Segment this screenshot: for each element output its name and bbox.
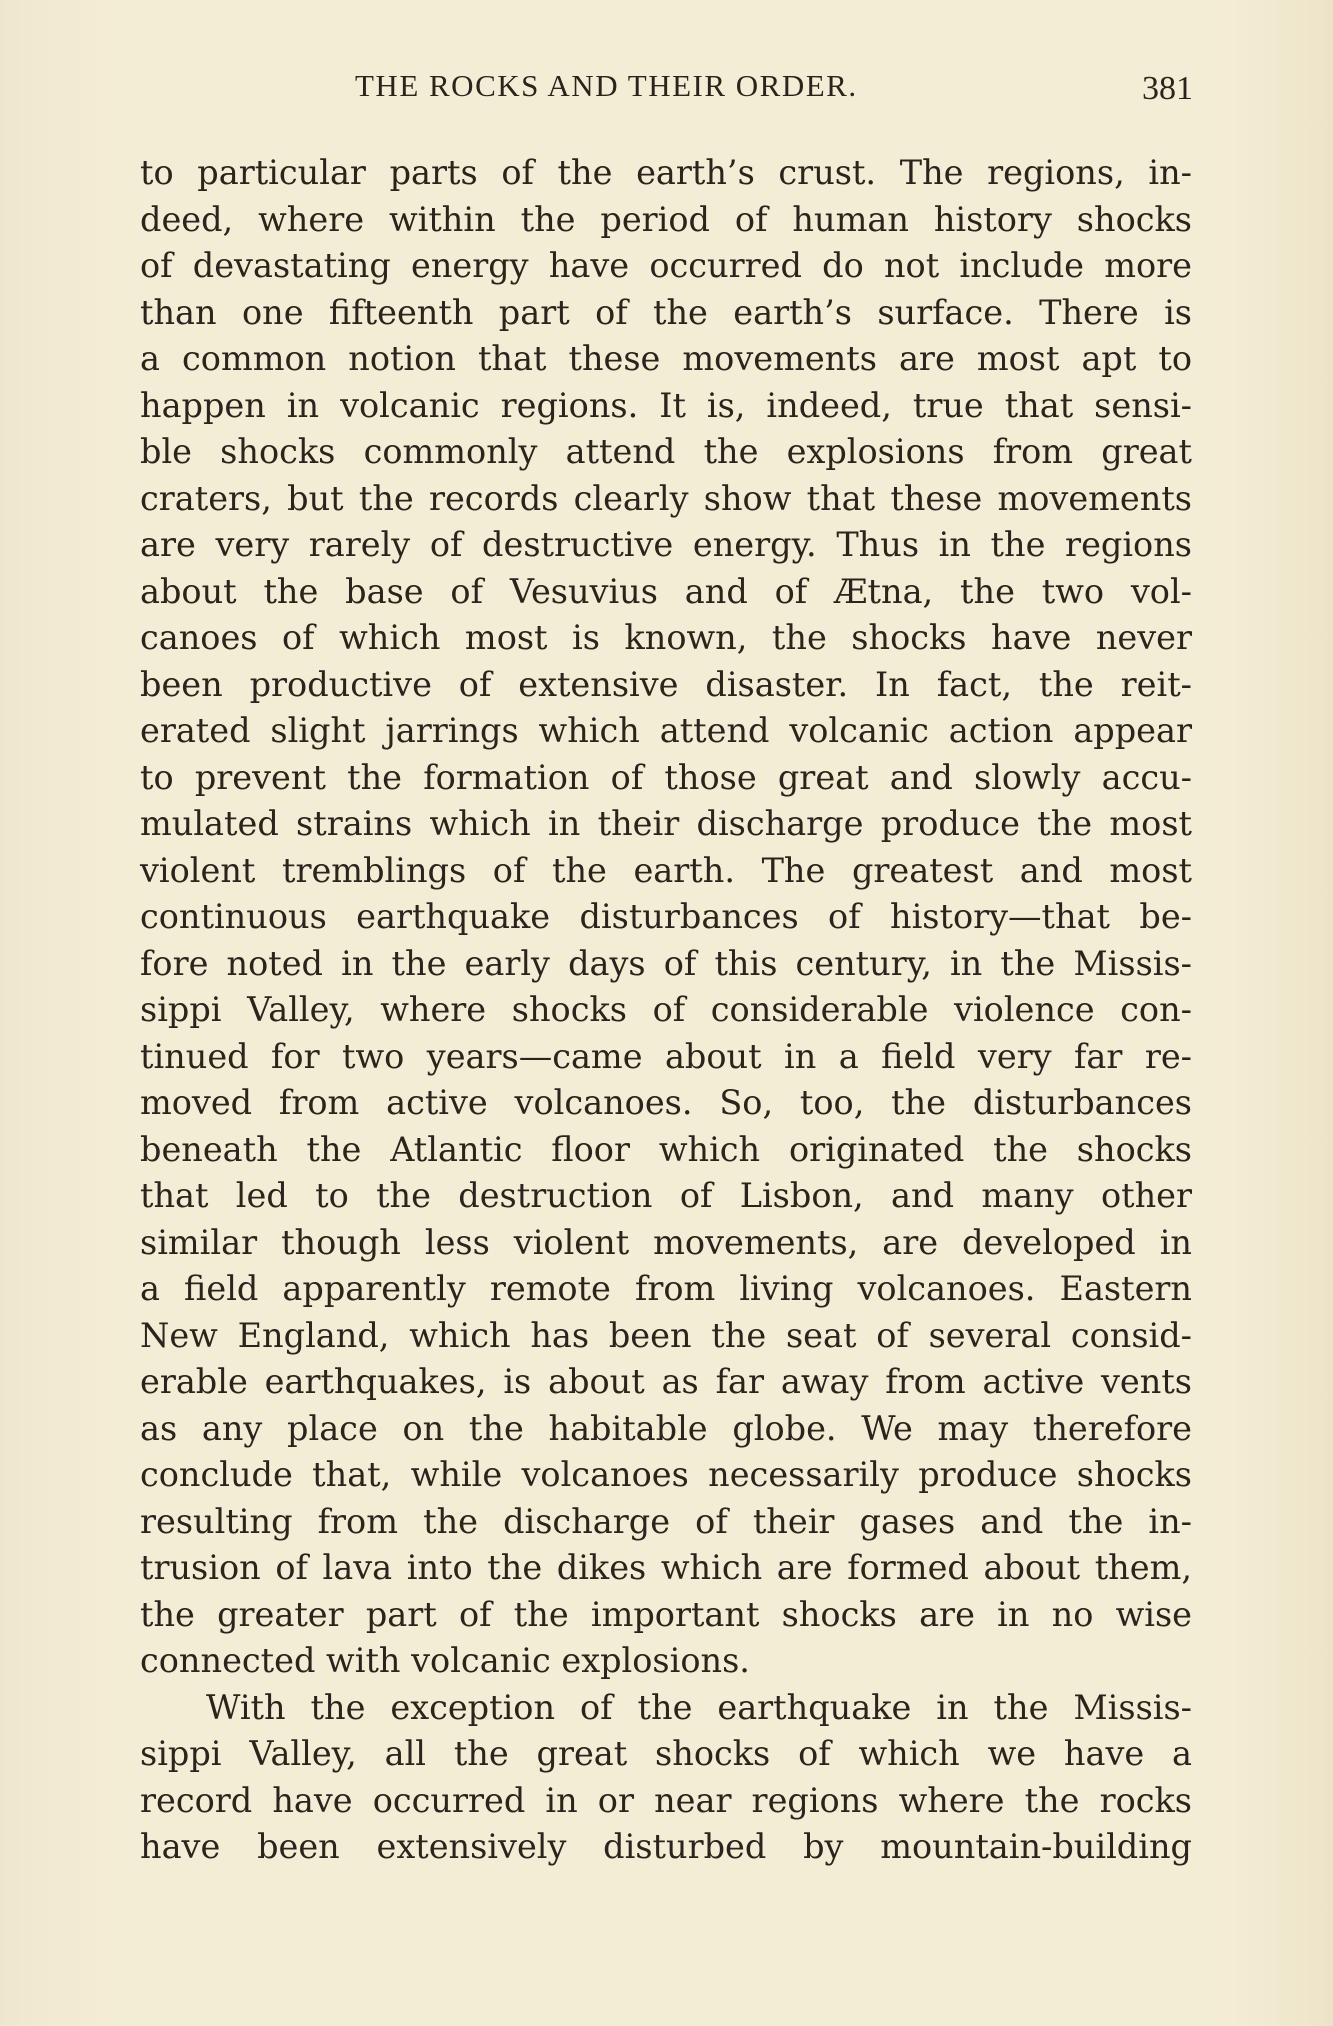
text-line: to particular parts of the earth’s crust. The regions, in- [140,153,1192,192]
text-line: continuous earthquake disturbances of history—that be- [140,897,1192,936]
text-line: craters, but the records clearly show that these movements [140,478,1192,518]
text-line: the greater part of the important shocks are in no wise [140,1594,1192,1634]
body-text [140,150,1192,1871]
text-line: sippi Valley, where shocks of considerable violence con- [140,990,1192,1029]
running-head [140,62,1193,112]
text-line: erated slight jarrings which attend volcanic action appear [140,711,1192,750]
text-line: than one fifteenth part of the earth’s surface. There is [140,292,1192,332]
text-line: trusion of lava into the dikes which are formed about them, [140,1548,1192,1587]
text-line: ble shocks commonly attend the explosions from great [140,432,1192,471]
text-line: have been extensively disturbed by mountain-building [140,1827,1192,1866]
text-line: similar though less violent movements, are developed in [140,1222,1192,1262]
text-line: of devastating energy have occurred do not include more [140,246,1192,285]
text-line: that led to the destruction of Lisbon, and many other [140,1176,1192,1215]
page-number: 381 [1142,70,1193,107]
text-line: a field apparently remote from living volcanoes. Eastern [140,1269,1192,1308]
text-line: canoes of which most is known, the shocks have never [140,618,1192,657]
running-title: THE ROCKS AND THEIR ORDER. [355,68,858,103]
text-line: New England, which has been the seat of several consid- [140,1315,1192,1355]
text-line: fore noted in the early days of this century, in the Missis- [140,943,1192,983]
text-line: to prevent the formation of those great and slowly accu- [140,757,1192,797]
text-line: happen in volcanic regions. It is, indeed, true that sensi- [140,385,1192,425]
text-line: are very rarely of destructive energy. Thus in the regions [140,525,1192,564]
text-line: conclude that, while volcanoes necessarily produce shocks [140,1455,1192,1494]
text-line: erable earthquakes, is about as far away from active vents [140,1362,1192,1401]
text-line: moved from active volcanoes. So, too, the disturbances [140,1083,1192,1122]
text-line: violent tremblings of the earth. The greatest and most [140,850,1192,890]
text-line: connected with volcanic explosions. [140,1641,750,1680]
text-line: mulated strains which in their discharge produce the most [140,804,1192,843]
text-line: about the base of Vesuvius and of Ætna, the two vol- [140,571,1192,611]
text-line: record have occurred in or near regions where the rocks [140,1780,1192,1820]
text-line: resulting from the discharge of their gases and the in- [140,1501,1192,1541]
text-line: beneath the Atlantic floor which originated the shocks [140,1129,1192,1169]
text-line: With the exception of the earthquake in the Missis- [206,1687,1192,1727]
text-line: deed, where within the period of human history shocks [140,199,1192,239]
text-line: tinued for two years—came about in a field very far re- [140,1036,1192,1076]
text-line: a common notion that these movements are most apt to [140,339,1192,378]
text-line: as any place on the habitable globe. We may therefore [140,1408,1192,1448]
text-line: sippi Valley, all the great shocks of which we have a [140,1734,1192,1773]
text-line: been productive of extensive disaster. In fact, the reit- [140,664,1192,704]
